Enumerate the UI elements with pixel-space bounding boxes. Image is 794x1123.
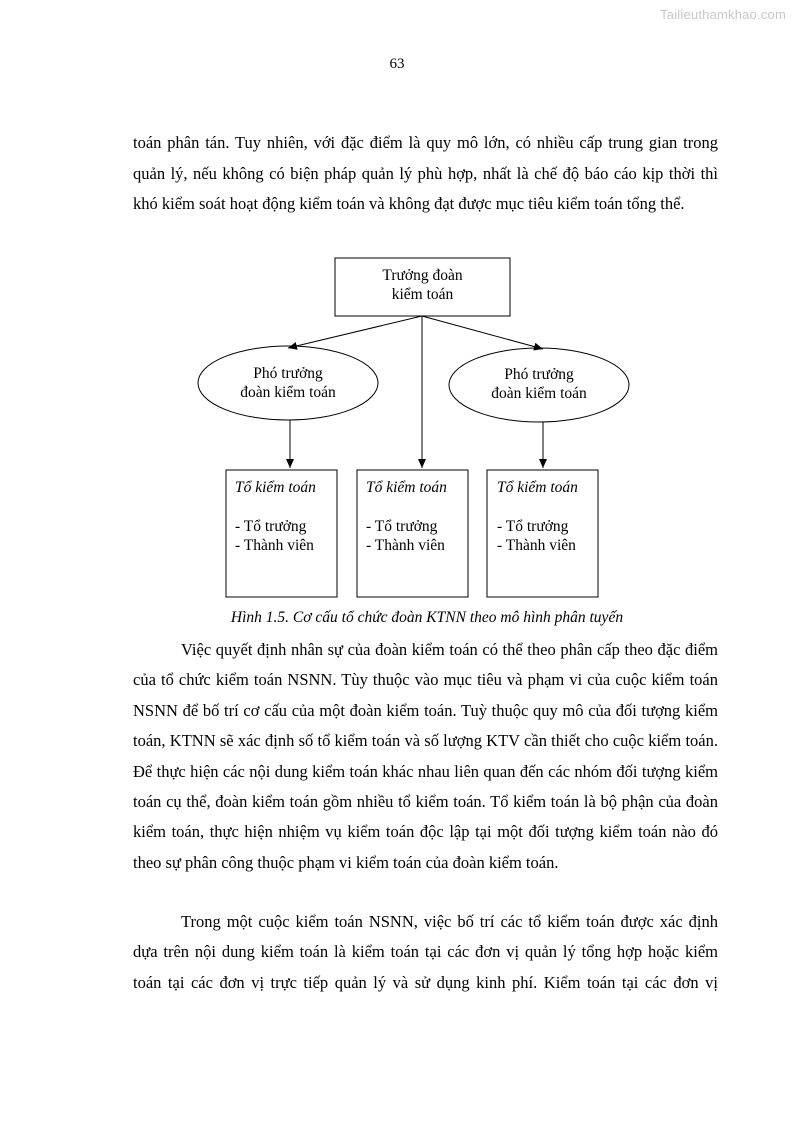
head-label-line1: Trưởng đoàn [382,267,463,284]
deputy-left-ellipse [198,346,378,420]
team-right-line2: - Thành viên [497,537,576,554]
team-left-title: Tổ kiểm toán [235,479,316,496]
deputy-left-line1: Phó trưởng [253,365,323,382]
team-center-title: Tổ kiểm toán [366,479,447,496]
team-box-center [357,470,468,597]
paragraph-1: Việc quyết định nhân sự của đoàn kiểm toán có thể theo phân cấp theo đặc điểm của tổ chức kiểm toán NSNN. Tùy thuộc vào mục tiêu và phạm vi của cuộc kiểm toán NSNN để bố trí cơ cấu của một đoàn kiểm toán. Tuỳ thuộc quy mô của đối tượng kiểm toán, KTNN sẽ xác định số tổ kiểm toán và số lượng KTV cần thiết cho cuộc kiểm toán. Để thực hiện các nội dung kiểm toán khác nhau liên quan đến các nhóm đối tượng kiểm toán cụ thể, đoàn kiểm toán gồm nhiều tổ kiểm toán. Tổ kiểm toán là bộ phận của đoàn kiểm toán, thực hiện nhiệm vụ kiểm toán độc lập tại một đối tượng kiểm toán nào đó theo sự phân công thuộc phạm vi kiểm toán của đoàn kiểm toán. [133,640,718,872]
watermark: Tailieuthamkhao.com [660,7,786,22]
head-box [335,258,510,316]
team-box-right [487,470,598,597]
team-center-line2: - Thành viên [366,537,445,554]
page-number: 63 [389,56,405,72]
deputy-right-line1: Phó trưởng [504,366,574,383]
team-center-line1: - Tổ trưởng [366,518,438,535]
team-left-line1: - Tổ trưởng [235,518,307,535]
team-right-title: Tổ kiểm toán [497,479,578,496]
team-right-line1: - Tổ trưởng [497,518,569,535]
figure-caption: Hình 1.5. Cơ cấu tổ chức đoàn KTNN theo mô hình phân tuyến [230,609,624,626]
connector-head-left [288,316,422,348]
connector-head-right [422,316,543,349]
deputy-right-ellipse [449,348,629,422]
paragraph-top: toán phân tán. Tuy nhiên, với đặc điểm là quy mô lớn, có nhiều cấp trung gian trong quản lý, nếu không có biện pháp quản lý phù hợp, nhất là chế độ báo cáo kịp thời thì khó kiểm soát hoạt động kiểm toán và không đạt được mục tiêu kiểm toán tổng thể. [133,133,718,213]
deputy-right-line2: đoàn kiểm toán [491,385,587,402]
paragraph-2: Trong một cuộc kiểm toán NSNN, việc bố trí các tổ kiểm toán được xác định dựa trên nội dung kiểm toán là kiểm toán tại các đơn vị quản lý tổng hợp hoặc kiểm toán tại các đơn vị trực tiếp quản lý và sử dụng kinh phí. Kiểm toán tại các đơn vị [133,912,718,992]
head-label-line2: kiểm toán [391,286,454,303]
team-box-left [226,470,337,597]
deputy-left-line2: đoàn kiểm toán [240,384,336,401]
team-left-line2: - Thành viên [235,537,314,554]
